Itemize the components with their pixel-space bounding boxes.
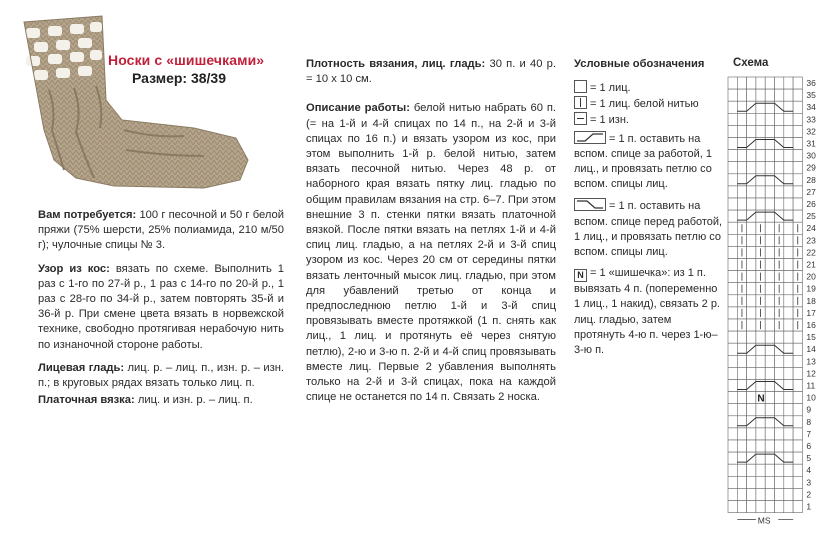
chart-cell (793, 476, 802, 488)
row-number: 12 (806, 368, 816, 379)
scheme-title: Схема (733, 57, 769, 69)
repeat-label: MS (757, 515, 771, 526)
chart-cell (765, 77, 774, 89)
chart-cell (756, 476, 765, 488)
chart-cell (747, 295, 756, 307)
chart-cell (747, 113, 756, 125)
chart-cell (784, 150, 793, 162)
chart-cell (728, 101, 737, 113)
chart-cell (765, 246, 774, 258)
chart-cell (784, 259, 793, 271)
garter-paragraph (38, 393, 284, 408)
chart-cell (775, 186, 784, 198)
chart-cell (737, 331, 746, 343)
chart-cell (756, 464, 765, 476)
chart-cell (765, 428, 774, 440)
stockinette-paragraph (38, 361, 284, 391)
chart-cell (737, 186, 746, 198)
chart-cell (737, 392, 746, 404)
chart-cell (765, 283, 774, 295)
bobble-mark: N (757, 393, 765, 405)
chart-cell (793, 174, 802, 186)
chart-cell (765, 113, 774, 125)
chart-cell (747, 271, 756, 283)
row-number: 6 (806, 441, 812, 451)
chart-cell (747, 150, 756, 162)
row-number: 3 (806, 477, 812, 488)
description-label: Описание работы: (306, 102, 410, 115)
chart-cell (793, 392, 802, 404)
chart-cell (756, 89, 765, 101)
chart-cell (793, 89, 802, 101)
chart-cell (756, 186, 765, 198)
chart-cell (765, 392, 774, 404)
chart-cell (747, 162, 756, 174)
row-number: 25 (806, 211, 816, 222)
chart-cell (747, 259, 756, 271)
chart-cell (775, 476, 784, 488)
chart-cell (756, 125, 765, 137)
description-paragraph (306, 101, 556, 405)
chart-cell (728, 295, 737, 307)
materials-paragraph (38, 208, 284, 254)
chart-cell (747, 355, 756, 367)
chart-cell (756, 113, 765, 125)
chart-cell (747, 222, 756, 234)
row-number: 8 (806, 416, 812, 427)
garter-label: Платочная вязка: (38, 394, 135, 407)
size-label: Размер: 38/39 (132, 70, 227, 86)
chart-cell (747, 464, 756, 476)
bobble-symbol-icon: N (574, 269, 587, 282)
row-number: 5 (806, 453, 812, 464)
chart-cell (728, 464, 737, 476)
chart-cell (747, 404, 756, 416)
chart-cell (728, 355, 737, 367)
chart-cell (747, 77, 756, 89)
chart-cell (784, 125, 793, 137)
chart-cell (784, 404, 793, 416)
sock-illustration (4, 10, 254, 200)
chart-cell (728, 452, 737, 464)
chart-cell (765, 271, 774, 283)
chart-cell (793, 428, 802, 440)
chart-cell (737, 501, 746, 513)
chart-cell (765, 488, 774, 500)
chart-cell (728, 380, 737, 392)
row-number: 19 (806, 283, 816, 294)
chart-cell (747, 319, 756, 331)
legend-item-cable-back: = 1 п. оставить на вспом. спице за работой, 1 лиц., и провязать петлю со вспом. спицы лиц. (574, 132, 712, 191)
chart-cell (775, 150, 784, 162)
chart-cell (765, 186, 774, 198)
chart-cell (765, 307, 774, 319)
row-number: 15 (806, 332, 816, 343)
chart-cell (793, 452, 802, 464)
chart-cell (784, 246, 793, 258)
row-number: 16 (806, 320, 816, 330)
row-number: 11 (806, 380, 816, 391)
purl-symbol-icon (574, 112, 587, 125)
legend-title: Условные обозначения (574, 58, 705, 70)
chart-cell (775, 125, 784, 137)
chart-cell (784, 307, 793, 319)
chart-cell (784, 319, 793, 331)
chart-cell (747, 476, 756, 488)
row-number: 14 (806, 344, 816, 355)
chart-cell (784, 283, 793, 295)
row-number: 23 (806, 235, 816, 246)
chart-cell (728, 488, 737, 500)
garter-text: лиц. и изн. р. – лиц. п. (134, 394, 253, 407)
chart-cell (784, 234, 793, 246)
chart-cell (728, 186, 737, 198)
cable-pattern-label: Узор из кос: (38, 262, 110, 275)
chart-cell (728, 210, 737, 222)
chart-cell (775, 367, 784, 379)
row-number: 27 (806, 186, 816, 197)
knitting-chart (727, 73, 827, 545)
legend-item-cable-front: = 1 п. оставить на вспом. спице перед работой, 1 лиц., и провязать петлю со вспом. спицы лиц. (574, 200, 723, 259)
chart-cell (765, 295, 774, 307)
chart-cell (747, 198, 756, 210)
chart-cell (793, 416, 802, 428)
chart-cell (784, 331, 793, 343)
row-number: 35 (806, 90, 816, 101)
chart-cell (728, 246, 737, 258)
materials-column (38, 208, 284, 416)
chart-cell (765, 476, 774, 488)
row-number: 17 (806, 307, 816, 318)
chart-cell (793, 77, 802, 89)
chart-cell (737, 488, 746, 500)
row-number: 36 (806, 78, 816, 88)
chart-cell (784, 222, 793, 234)
chart-cell (784, 367, 793, 379)
chart-cell (737, 440, 746, 452)
gauge-label: Плотность вязания, лиц. гладь: (306, 58, 486, 70)
chart-cell (775, 501, 784, 513)
chart-cell (728, 367, 737, 379)
chart-cell (728, 440, 737, 452)
chart-cell (728, 319, 737, 331)
chart-cell (765, 162, 774, 174)
stockinette-text: лиц. р. – лиц. п., изн. р. – изн. п.; в круговых рядах вязать только лиц. п. (38, 361, 284, 390)
row-number: 31 (806, 138, 816, 149)
chart-cell (765, 319, 774, 331)
legend-item-bobble: N = 1 «шишечка»: из 1 п. вывязать 4 п. (попеременно 1 лиц., 1 накид), связать 2 р. лиц. гладью, затем протянуть 4-ю п. через 1-ю–3-ю п. (574, 267, 720, 357)
chart-cell (784, 488, 793, 500)
gauge-paragraph (306, 57, 556, 87)
row-number: 10 (806, 392, 816, 403)
chart-cell (765, 404, 774, 416)
chart-cell (737, 77, 746, 89)
chart-cell (747, 428, 756, 440)
knit-symbol-icon (574, 80, 587, 93)
chart-cell (793, 404, 802, 416)
row-number: 32 (806, 126, 816, 137)
chart-cell (775, 77, 784, 89)
chart-cell (775, 392, 784, 404)
chart-cell (737, 113, 746, 125)
materials-label: Вам потребуется: (38, 209, 137, 221)
chart-cell (728, 113, 737, 125)
chart-cell (756, 77, 765, 89)
chart-cell (793, 501, 802, 513)
chart-cell (737, 428, 746, 440)
chart-cell (784, 77, 793, 89)
chart-cell (793, 186, 802, 198)
chart-cell (793, 125, 802, 137)
row-number: 22 (806, 247, 816, 258)
chart-cell (775, 440, 784, 452)
chart-cell (756, 355, 765, 367)
chart-cell (728, 404, 737, 416)
legend-item-purl: = 1 изн. (574, 112, 724, 128)
row-number: 26 (806, 199, 816, 209)
chart-cell (793, 488, 802, 500)
chart-cell (728, 343, 737, 355)
pattern-title: Носки с «шишечками» (108, 52, 265, 68)
chart-cell (775, 162, 784, 174)
chart-cell (756, 162, 765, 174)
cable-front-symbol-icon (574, 198, 606, 211)
row-number: 33 (806, 114, 816, 125)
chart-cell (756, 198, 765, 210)
chart-cell (765, 355, 774, 367)
chart-cell (765, 259, 774, 271)
chart-cell (756, 367, 765, 379)
chart-cell (793, 198, 802, 210)
chart-cell (784, 501, 793, 513)
chart-cell (728, 234, 737, 246)
chart-cell (784, 113, 793, 125)
chart-cell (793, 464, 802, 476)
chart-cell (747, 331, 756, 343)
chart-cell (765, 367, 774, 379)
chart-cell (747, 234, 756, 246)
chart-cell (765, 440, 774, 452)
chart-cell (784, 162, 793, 174)
chart-cell (747, 246, 756, 258)
chart-cell (737, 355, 746, 367)
chart-cell (793, 331, 802, 343)
description-column (306, 57, 556, 413)
chart-cell (728, 138, 737, 150)
chart-cell (728, 283, 737, 295)
chart-cell (765, 198, 774, 210)
chart-cell (747, 367, 756, 379)
chart-cell (784, 355, 793, 367)
chart-cell (793, 440, 802, 452)
chart-cell (775, 331, 784, 343)
chart-cell (756, 488, 765, 500)
row-number: 21 (806, 259, 816, 270)
chart-cell (737, 404, 746, 416)
chart-cell (728, 162, 737, 174)
materials-text: 100 г песочной и 50 г белой пряжи (75% шерсти, 25% полиамида, 210 м/50 г); чулочные спицы № 3. (38, 209, 284, 252)
chart-cell (793, 355, 802, 367)
row-number: 13 (806, 356, 816, 367)
chart-cell (756, 404, 765, 416)
chart-cell (793, 367, 802, 379)
row-number: 29 (806, 162, 816, 173)
chart-cell (728, 428, 737, 440)
chart-cell (747, 125, 756, 137)
chart-cell (737, 125, 746, 137)
chart-cell (793, 150, 802, 162)
gauge-text: 30 п. и 40 р. = 10 х 10 см. (306, 58, 556, 86)
legend-item-knit: = 1 лиц. (574, 80, 724, 96)
chart-cell (784, 464, 793, 476)
chart-cell (793, 138, 802, 150)
row-number: 4 (806, 465, 812, 476)
chart-cell (784, 198, 793, 210)
chart-cell (793, 380, 802, 392)
chart-cell (737, 367, 746, 379)
chart-cell (728, 307, 737, 319)
row-number: 18 (806, 295, 816, 306)
chart-cell (784, 186, 793, 198)
stockinette-label: Лицевая гладь: (38, 361, 125, 374)
legend (574, 57, 724, 358)
chart-cell (765, 501, 774, 513)
chart-cell (728, 198, 737, 210)
legend-item-knit-white: = 1 лиц. белой нитью (574, 96, 724, 112)
chart-cell (765, 222, 774, 234)
chart-cell (775, 428, 784, 440)
chart-cell (737, 150, 746, 162)
chart-cell (784, 271, 793, 283)
chart-cell (784, 440, 793, 452)
chart-cell (728, 416, 737, 428)
row-number: 9 (806, 404, 812, 415)
chart-cell (765, 331, 774, 343)
chart-cell (775, 198, 784, 210)
chart-cell (775, 113, 784, 125)
chart-cell (728, 259, 737, 271)
chart-cell (747, 283, 756, 295)
row-number: 24 (806, 223, 816, 234)
row-number: 30 (806, 150, 816, 161)
chart-cell (756, 428, 765, 440)
chart-cell (765, 89, 774, 101)
knit-white-symbol-icon (574, 96, 587, 109)
row-number: 7 (806, 428, 812, 439)
chart-cell (784, 428, 793, 440)
chart-cell (747, 501, 756, 513)
chart-cell (756, 501, 765, 513)
row-number: 28 (806, 174, 816, 185)
chart-cell (775, 89, 784, 101)
chart-cell (737, 198, 746, 210)
chart-cell (765, 125, 774, 137)
cable-pattern-paragraph (38, 262, 284, 353)
chart-cell (765, 464, 774, 476)
row-number: 34 (806, 102, 816, 113)
chart-cell (775, 464, 784, 476)
chart-cell (737, 162, 746, 174)
chart-cell (784, 392, 793, 404)
chart-cell (784, 295, 793, 307)
row-number: 2 (806, 489, 812, 500)
cable-back-symbol-icon (574, 131, 606, 144)
chart-cell (737, 89, 746, 101)
chart-cell (775, 404, 784, 416)
chart-cell (756, 331, 765, 343)
chart-cell (728, 476, 737, 488)
chart-cell (756, 440, 765, 452)
chart-cell (737, 476, 746, 488)
chart-cell (728, 222, 737, 234)
chart-cell (728, 77, 737, 89)
chart-cell (747, 307, 756, 319)
chart-cell (747, 89, 756, 101)
chart-cell (747, 488, 756, 500)
chart-cell (793, 343, 802, 355)
chart-cell (775, 355, 784, 367)
chart-cell (784, 89, 793, 101)
chart-cell (728, 271, 737, 283)
chart-cell (747, 186, 756, 198)
chart-cell (737, 464, 746, 476)
chart-cell (775, 488, 784, 500)
chart-cell (728, 125, 737, 137)
chart-cell (728, 392, 737, 404)
chart-cell (728, 89, 737, 101)
chart-cell (784, 476, 793, 488)
chart-cell (728, 331, 737, 343)
row-number: 1 (806, 501, 812, 512)
chart-cell (793, 101, 802, 113)
chart-cell (793, 113, 802, 125)
cable-pattern-text: вязать по схеме. Выполнить 1 раз с 1-го по 27-й р., 1 раз с 14-го по 20-й р., 1 раз с 28-го по 34-й р., затем повторять 35-й и 36-й р. При смене цвета вязать в норвежской технике, свободно протягивая нерабочую нить по изнаночной стороне работы. (38, 262, 284, 351)
chart-cell (756, 150, 765, 162)
chart-cell (728, 174, 737, 186)
chart-cell (793, 162, 802, 174)
row-number: 20 (806, 271, 816, 282)
chart-cell (765, 150, 774, 162)
chart-cell (747, 440, 756, 452)
chart-cell (747, 392, 756, 404)
description-text: белой нитью набрать 60 п. (= на 1-й и 4-й спицах по 14 п., на 2-й и 3-й спицах по 16 п.) и вязать узором из кос, при этом выполнить 1-й р. белой нитью, затем вязать песочной нитью. Через 48 р. от наборного края вязать пятку лиц. гладью по общим правилам вязания на стр. 6–7. При этом внешние 3 п. стенки пятки вязать платочной вязкой. После пятки вязать на петлях 1-й и 4-й спиц лиц. гладью, а на петлях 2-й и 3-й спиц узором из кос. Через 20 см от середины пятки вязать ленточный мысок лиц. гладью, при этом для убавлений третью от конца и предпоследнюю петлю 1-й и 3-й спиц провязывать вместе протяжкой (1 п. снять как лиц., 1 лиц. и протянуть её через снятую петлю), 2-ю и 3-ю п. 2-й и 4-й спиц провязывать вместе лиц. Первые 2 убавления выполнять только на 2-й и 3-й спицах, пока на каждой спице не останется по 14 п. Связать 2 носка. (306, 102, 556, 404)
chart-cell (728, 501, 737, 513)
chart-cell (728, 150, 737, 162)
chart-cell (793, 210, 802, 222)
chart-cell (765, 234, 774, 246)
